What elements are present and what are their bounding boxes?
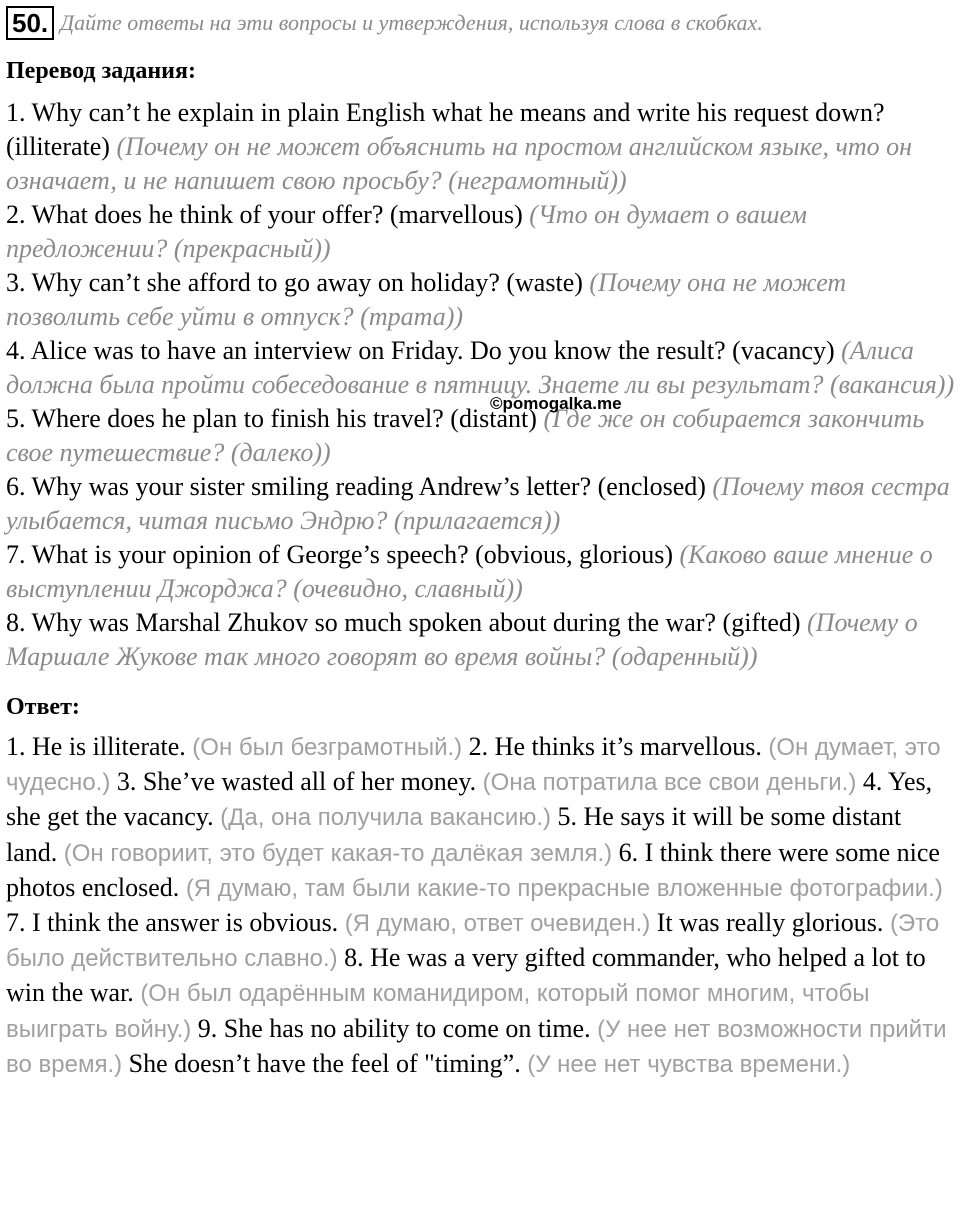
question-item	[6, 334, 958, 402]
question-item	[6, 402, 958, 470]
question-item	[6, 266, 958, 334]
question-text: 2. What does he think of your offer? (marvellous)	[6, 200, 523, 229]
answer-text: 1. He is illiterate.	[6, 732, 186, 761]
question-text: 8. Why was Marshal Zhukov so much spoken about during the war? (gifted)	[6, 608, 801, 637]
answer-translation: (Я думаю, ответ очевиден.)	[344, 910, 651, 938]
answer-translation: (У нее нет чувства времени.)	[527, 1050, 851, 1078]
translation-heading: Перевод задания:	[6, 58, 196, 84]
question-text: 7. What is your opinion of George’s speech? (obvious, glorious)	[6, 540, 673, 569]
answer-text: 3. She’ve wasted all of her money.	[116, 767, 477, 797]
question-list	[6, 96, 958, 674]
answer-text: It was really glorious.	[656, 908, 884, 938]
question-translation: (Что он думает о вашем предложении? (прекрасный))	[6, 200, 807, 263]
answer-translation: (Он думает, это чудесно.)	[6, 734, 941, 797]
question-item	[6, 470, 958, 538]
answer-text: She doesn’t have the feel of "timing”.	[128, 1048, 521, 1078]
answer-text: 6. I think there were some nice photos enclosed.	[6, 837, 940, 902]
question-item	[6, 606, 958, 674]
question-text: 1. Why can’t he explain in plain English what he means and write his request down? (illiterate)	[6, 98, 885, 161]
answer-translation: (Да, она получила вакансию.)	[220, 804, 551, 832]
exercise-instruction: Дайте ответы на эти вопросы и утверждения, используя слова в скобках.	[60, 10, 763, 35]
exercise-page	[6, 0, 958, 1082]
question-translation: (Каково ваше мнение о выступлении Джорджа? (очевидно, славный))	[6, 540, 933, 603]
question-translation: (Почему твоя сестра улыбается, читая письмо Эндрю? (прилагается))	[6, 472, 950, 535]
question-text: 6. Why was your sister smiling reading Andrew’s letter? (enclosed)	[6, 472, 706, 501]
answer-paragraph	[6, 730, 958, 1082]
question-translation: (Почему о Маршале Жукове так много говорят во время войны? (одаренный))	[6, 608, 918, 671]
answer-translation: (Она потратила все свои деньги.)	[482, 769, 857, 797]
answer-translation: (Это было действительно славно.)	[6, 910, 940, 973]
watermark: ©pomogalka.me	[490, 394, 622, 413]
answer-text: 2. He thinks it’s marvellous.	[468, 732, 762, 761]
answer-translation: (Он говориит, это будет какая-то далёкая земля.)	[63, 839, 613, 867]
answer-text: 5. He says it will be some distant land.	[6, 802, 902, 867]
answer-translation: (Он был одарённым команидиром, который помог многим, чтобы выиграть войну.)	[6, 980, 870, 1043]
answer-text: 8. He was a very gifted commander, who helped a lot to win the war.	[6, 943, 926, 1008]
question-translation: (Где же он собирается закончить свое путешествие? (далеко))	[6, 404, 925, 467]
question-item	[6, 198, 958, 266]
question-text: 3. Why can’t she afford to go away on holiday? (waste)	[6, 268, 583, 297]
question-item	[6, 96, 958, 198]
answer-text: 9. She has no ability to come on time.	[197, 1013, 591, 1043]
question-translation: (Алиса должна была пройти собеседование в пятницу. Знаете ли вы результат? (вакансия))	[6, 336, 955, 399]
answer-translation: (У нее нет возможности прийти во время.)	[6, 1015, 947, 1078]
answer-text: 4. Yes, she get the vacancy.	[6, 767, 933, 832]
answer-translation: (Я думаю, там были какие-то прекрасные вложенные фотографии.)	[185, 874, 943, 902]
exercise-number: 50.	[6, 6, 54, 40]
question-translation: (Почему она не может позволить себе уйти в отпуск? (трата))	[6, 268, 847, 331]
question-text: 4. Alice was to have an interview on Friday. Do you know the result? (vacancy)	[6, 336, 835, 365]
exercise-header	[6, 0, 958, 46]
question-text: 5. Where does he plan to finish his travel? (distant)	[6, 404, 537, 433]
answer-translation: (Он был безграмотный.)	[192, 734, 463, 761]
question-translation: (Почему он не может объяснить на простом английском языке, что он означает, и не напишет свою просьбу? (неграмотный))	[6, 132, 913, 195]
question-item	[6, 538, 958, 606]
answer-text: 7. I think the answer is obvious.	[6, 908, 339, 938]
answer-heading: Ответ:	[6, 694, 80, 720]
